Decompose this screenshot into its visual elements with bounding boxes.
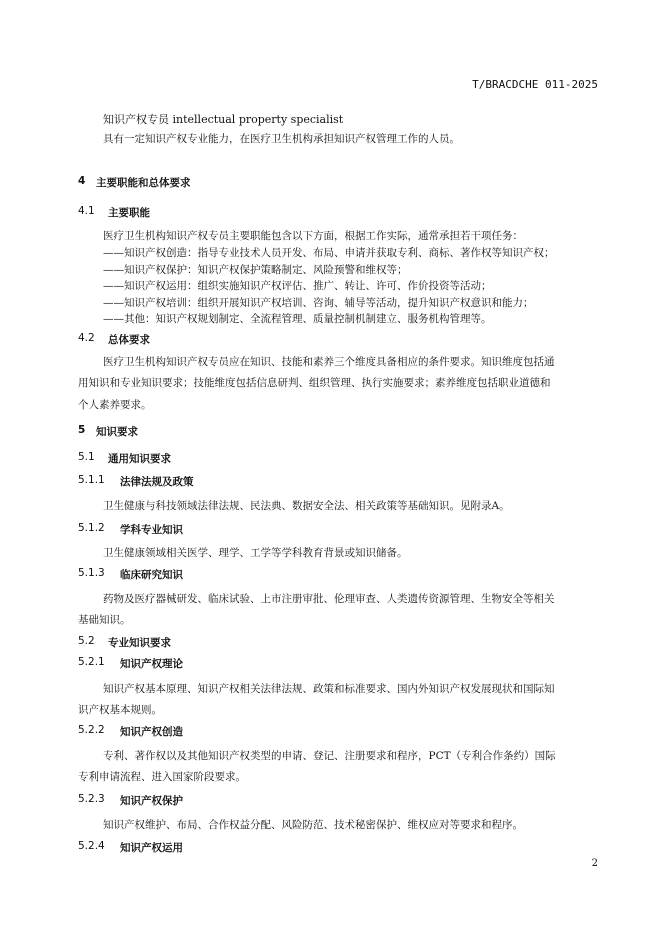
section-5-1-3-number: 5.1.3: [78, 567, 105, 579]
section-5-1-title: 通用知识要求: [108, 453, 171, 465]
section-5-2-3-title: 知识产权保护: [120, 795, 183, 807]
section-5-1-2-title: 学科专业知识: [120, 524, 183, 536]
section-4-1-intro: 医疗卫生机构知识产权专员主要职能包含以下方面，根据工作实际，通常承担若干项任务：: [103, 230, 523, 242]
section-5-2-4-number: 5.2.4: [78, 840, 105, 852]
section-4-1-number: 4.1: [78, 205, 95, 217]
section-5-title: 知识要求: [96, 426, 138, 438]
document-code: T/BRACDCHE 011-2025: [472, 78, 598, 91]
section-5-1-3-title: 临床研究知识: [120, 569, 183, 581]
section-4-2-title: 总体要求: [108, 334, 150, 346]
paragraph-line: 知识产权基本原理、知识产权相关法律法规、政策和标准要求、国内外知识产权发展现状和国际知: [103, 683, 555, 695]
section-5-2-1-number: 5.2.1: [78, 656, 105, 668]
list-item: ——知识产权培训：组织开展知识产权培训、咨询、辅导等活动，提升知识产权意识和能力；: [103, 297, 534, 309]
section-5-2-number: 5.2: [78, 635, 95, 647]
section-5-2-3-number: 5.2.3: [78, 793, 105, 805]
page-number: 2: [591, 858, 598, 869]
list-item: ——知识产权运用：组织实施知识产权评估、推广、转让、许可、作价投资等活动；: [103, 280, 492, 292]
section-5-2-2-title: 知识产权创造: [120, 726, 183, 738]
list-item: ——知识产权保护：知识产权保护策略制定、风险预警和维权等；: [103, 264, 408, 276]
section-5-2-title: 专业知识要求: [108, 637, 171, 649]
section-4-title: 主要职能和总体要求: [96, 177, 191, 189]
section-5-2-1-title: 知识产权理论: [120, 658, 183, 670]
paragraph-line: 专利、著作权以及其他知识产权类型的申请、登记、注册要求和程序，PCT（专利合作条约）国际: [103, 750, 556, 762]
paragraph-line: 知识产权维护、布局、合作权益分配、风险防范、技术秘密保护、维权应对等要求和程序。: [103, 819, 523, 831]
section-5-1-number: 5.1: [78, 451, 95, 463]
paragraph-line: 基础知识。: [78, 614, 131, 626]
paragraph-line: 个人素养要求。: [78, 399, 152, 411]
term-title: 知识产权专员 intellectual property specialist: [103, 113, 344, 126]
section-5-number: 5: [78, 424, 86, 436]
list-item: ——其他：知识产权规划制定、全流程管理、质量控制机制建立、服务机构管理等。: [103, 313, 492, 325]
paragraph-line: 卫生健康与科技领域法律法规、民法典、数据安全法、相关政策等基础知识。见附录A。: [103, 500, 510, 512]
section-5-2-2-number: 5.2.2: [78, 724, 105, 736]
paragraph-line: 用知识和专业知识要求；技能维度包括信息研判、组织管理、执行实施要求；素养维度包括职业道德和: [78, 377, 551, 389]
section-4-2-number: 4.2: [78, 332, 95, 344]
paragraph-line: 药物及医疗器械研发、临床试验、上市注册审批、伦理审查、人类遗传资源管理、生物安全等相关: [103, 593, 555, 605]
list-item: ——知识产权创造：指导专业技术人员开发、布局、申请并获取专利、商标、著作权等知识产权；: [103, 247, 555, 259]
paragraph-line: 医疗卫生机构知识产权专员应在知识、技能和素养三个维度具备相应的条件要求。知识维度包括通: [103, 356, 555, 368]
paragraph-line: 卫生健康领域相关医学、理学、工学等学科教育背景或知识储备。: [103, 547, 408, 559]
section-5-1-1-title: 法律法规及政策: [120, 476, 194, 488]
paragraph-line: 专利申请流程、进入国家阶段要求。: [78, 771, 246, 783]
section-5-2-4-title: 知识产权运用: [120, 842, 183, 854]
paragraph-line: 识产权基本规则。: [78, 704, 162, 716]
term-definition: 具有一定知识产权专业能力，在医疗卫生机构承担知识产权管理工作的人员。: [103, 133, 460, 145]
section-5-1-1-number: 5.1.1: [78, 474, 105, 486]
section-4-1-title: 主要职能: [108, 207, 150, 219]
section-4-number: 4: [78, 175, 86, 187]
section-5-1-2-number: 5.1.2: [78, 522, 105, 534]
